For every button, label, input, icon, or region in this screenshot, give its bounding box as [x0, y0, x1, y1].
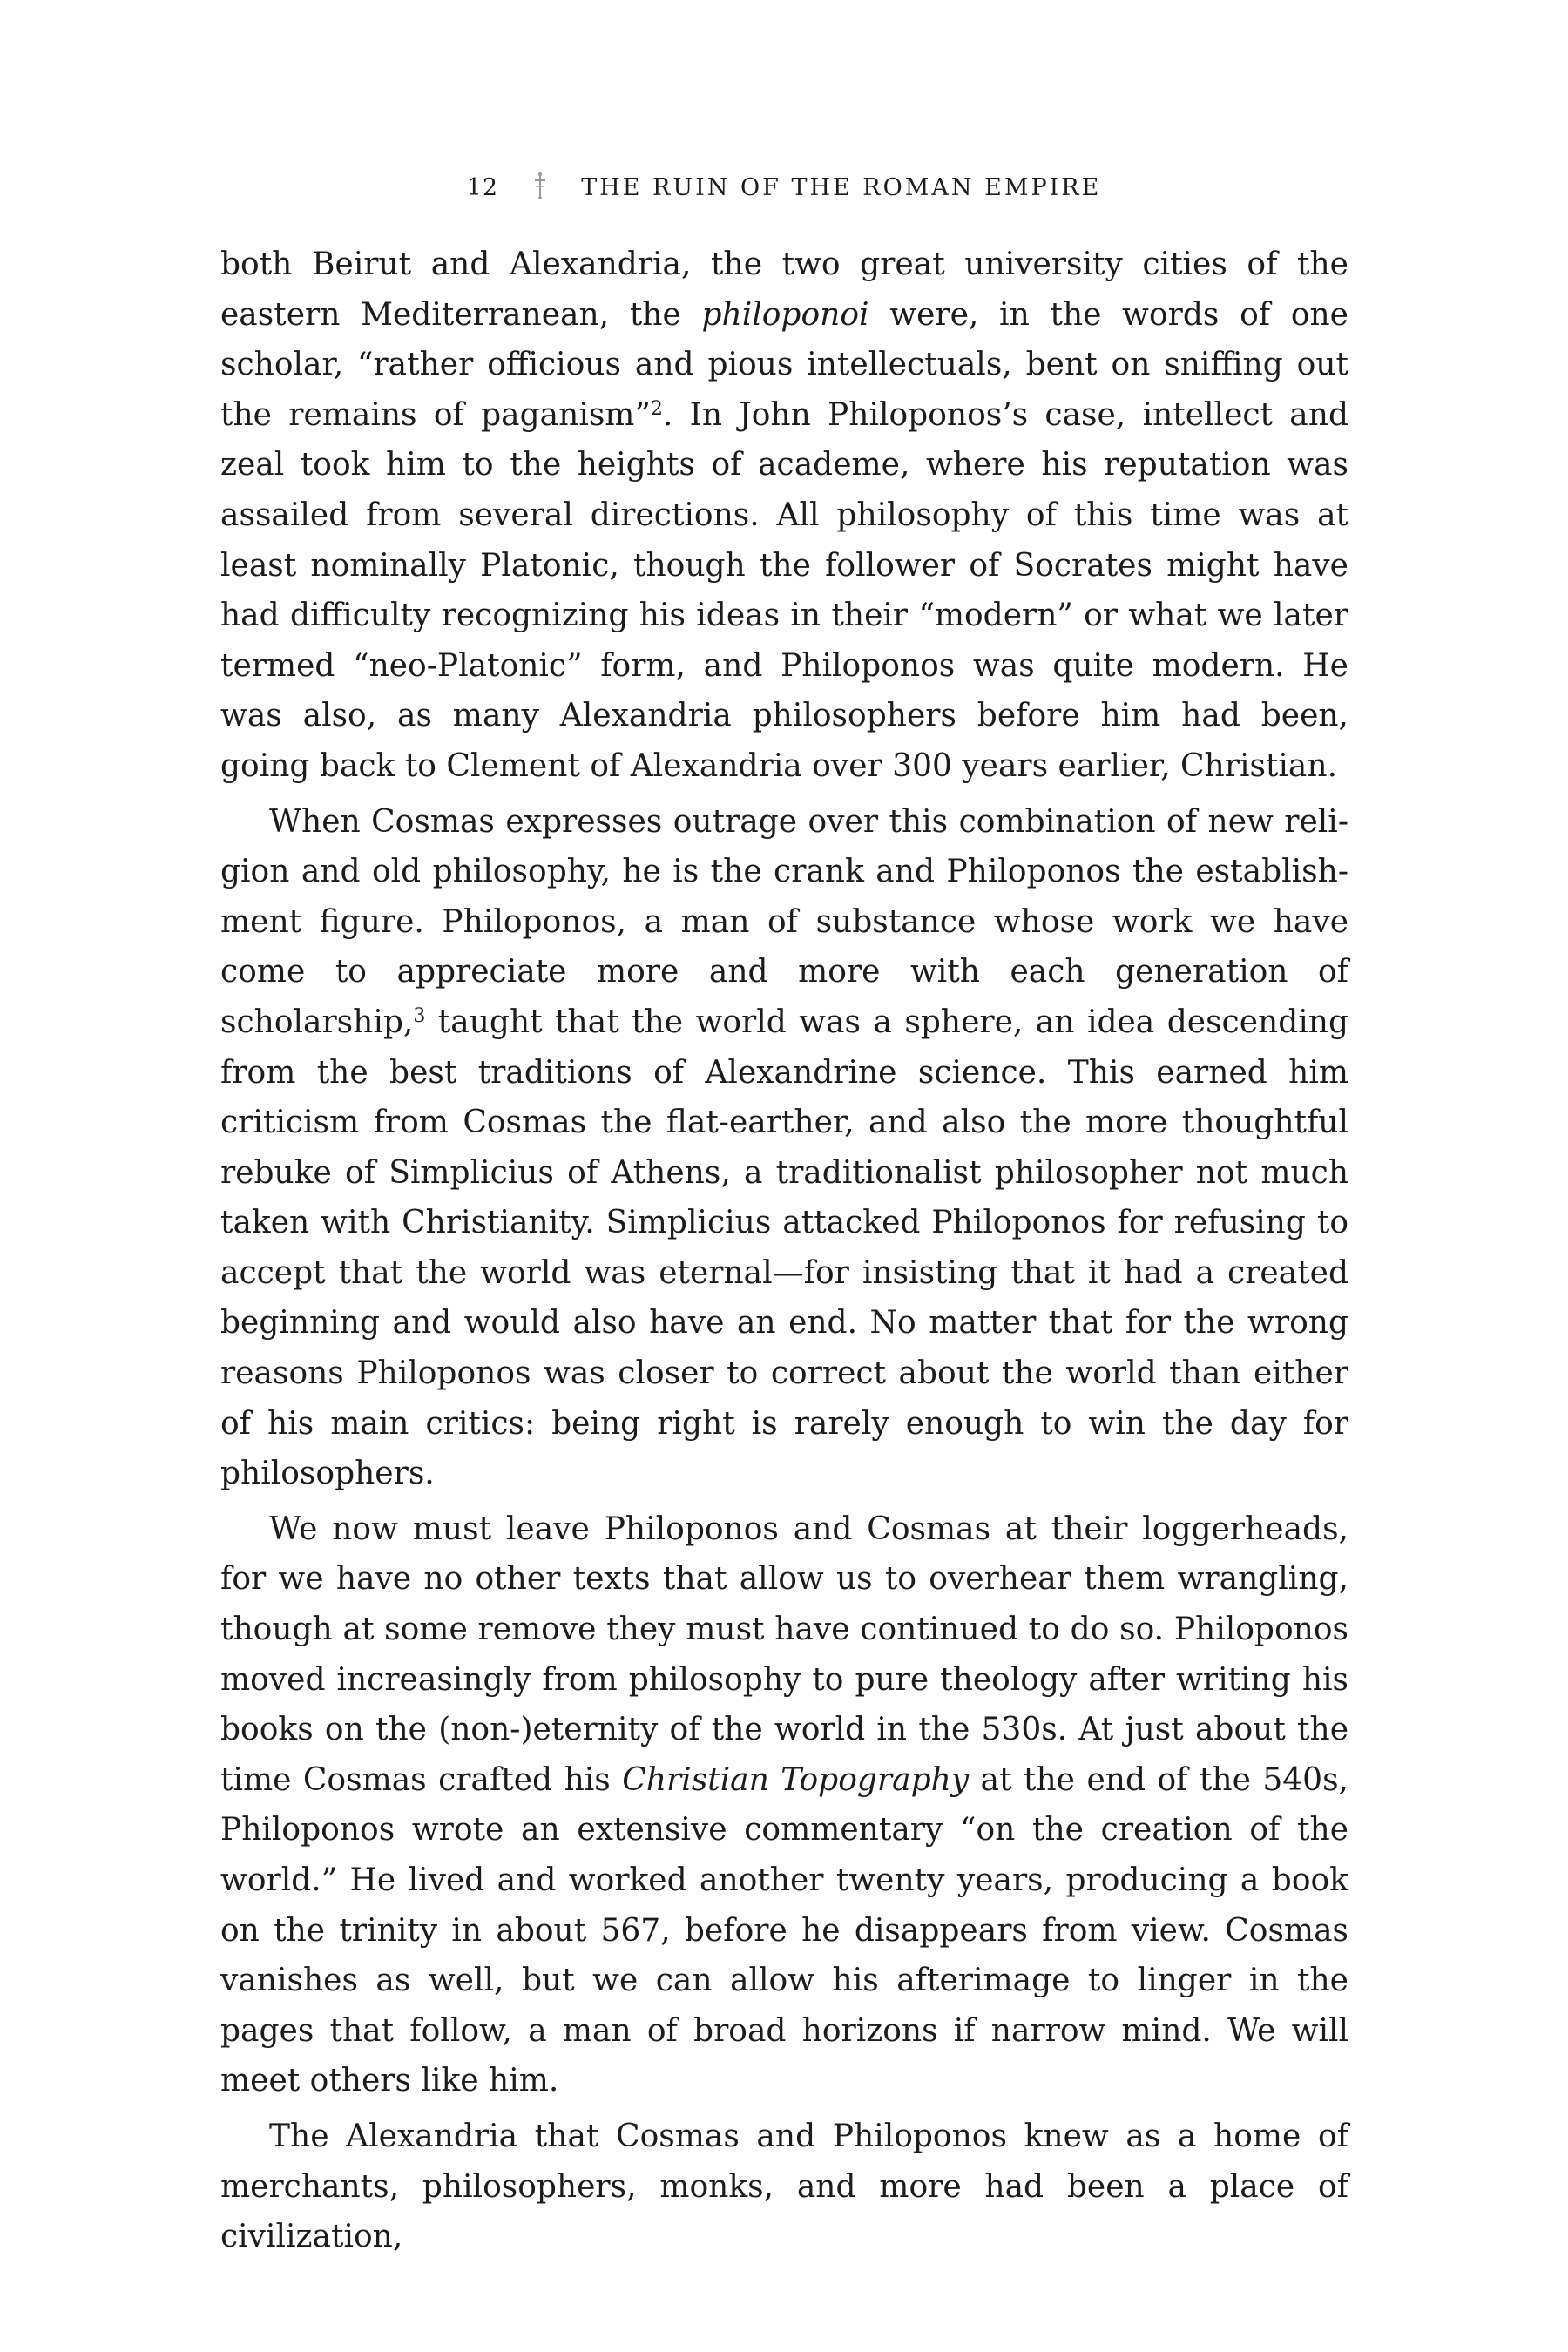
paragraph-4-text-a: The Alexandria that Cosmas and Philoponos knew as a home of merchants, philosophers, monks, and more had been a place of civilization,: [220, 2118, 1348, 2255]
paragraph-2-text-b: taught that the world was a sphere, an idea descending from the best traditions of Alexandrine science. This earned him criticism from Cosmas the flat-earther, and also the more thoughtful rebuke of Simplicius of Athens, a traditionalist philosopher not much taken with Christianity. Simplicius attacked Philoponos for refusing to accept that the world was eternal—for insisting that it had a created beginning and would also have an end. No matter that for the wrong reasons Philoponos was closer to correct about the world than either of his main critics: being right is rarely enough to win the day for philosophers.: [220, 1004, 1348, 1492]
paragraph-3: [220, 1504, 1348, 2106]
paragraph-3-text-a: We now must leave Philoponos and Cosmas at their loggerheads, for we have no other texts that allow us to overhear them wrangling, though at some remove they must have continued to do so. Philoponos moved increasingly from philosophy to pure theology after writing his books on the (non-)eternity of the world in the 530s. At just about the time Cosmas crafted his: [220, 1511, 1348, 1798]
page-number: 12: [466, 174, 498, 201]
footnote-marker-2[interactable]: 2: [650, 397, 663, 420]
paragraph-1: [220, 240, 1348, 792]
paragraph-1-text-b: were, in the words of one scholar, “rather officious and pious intellectuals, bent on sniffing out the remains of paganism”: [220, 296, 1348, 433]
dagger-ornament-icon: [533, 172, 547, 201]
paragraph-2: [220, 797, 1348, 1499]
paragraph-4: [220, 2112, 1348, 2262]
paragraph-2-text-a: When Cosmas expresses outrage over this combination of new religion and old philosophy, he is the crank and Philoponos the establishment figure. Philoponos, a man of substance whose work we have come to appreciate more and more with each generation of scholarship,: [220, 803, 1348, 1040]
footnote-marker-3[interactable]: 3: [413, 1004, 426, 1027]
paragraph-1-italic-term: philoponoi: [701, 296, 869, 333]
paragraph-1-text-a: both Beirut and Alexandria, the two great university cities of the eastern Mediterranean, the: [220, 247, 1348, 333]
paragraph-3-italic-title: Christian Topography: [622, 1761, 970, 1798]
paragraph-1-text-c: . In John Philoponos’s case, intellect and zeal took him to the heights of academe, where his reputation was assailed from several directions. All philosophy of this time was at least nominally Platonic, though the follower of Socrates might have had difficulty recognizing his ideas in their “modern” or what we later termed “neo-Platonic” form, and Philoponos was quite modern. He was also, as many Alexandria philosophers before him had been, going back to Clement of Alexandria over 300 years earlier, Christian.: [220, 396, 1348, 784]
paragraph-3-text-b: at the end of the 540s, Philoponos wrote an extensive commentary “on the creation of the world.” He lived and worked another twenty years, producing a book on the trinity in about 567, before he disappears from view. Cosmas vanishes as well, but we can allow his afterimage to linger in the pages that follow, a man of broad horizons if narrow mind. We will meet others like him.: [220, 1761, 1348, 2099]
running-head: [0, 171, 1568, 206]
body-text: [220, 240, 1348, 2262]
running-head-title: THE RUIN OF THE ROMAN EMPIRE: [581, 174, 1102, 201]
